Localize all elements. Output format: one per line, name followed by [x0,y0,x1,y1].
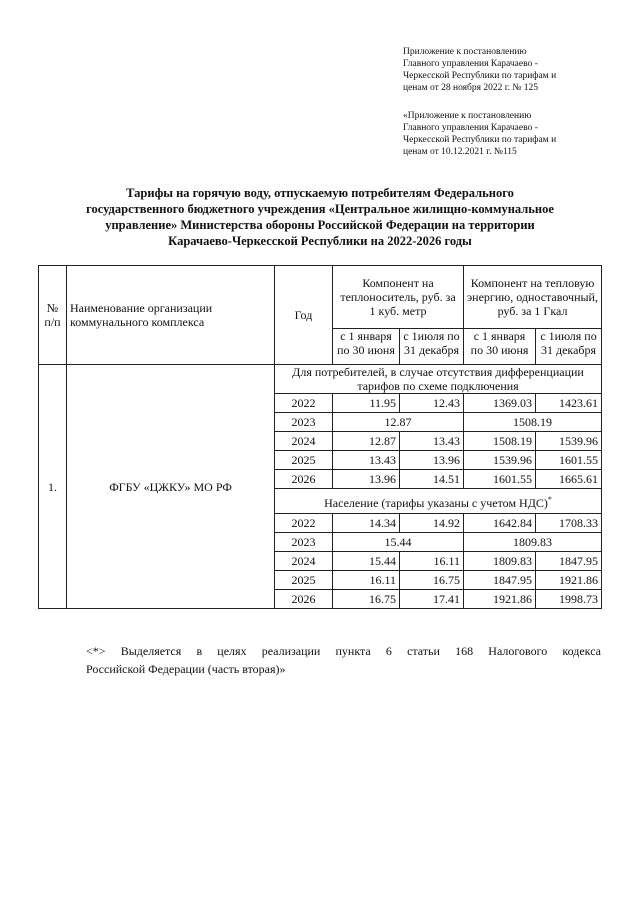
year-cell: 2023 [275,533,333,552]
row-number: 1. [39,365,67,609]
carrier-h1-cell: 16.75 [333,590,400,609]
year-cell: 2023 [275,413,333,432]
energy-h1-cell: 1921.86 [464,590,536,609]
carrier-h2-cell: 12.43 [400,394,464,413]
title-line: управление» Министерства обороны Российской Федерации на территории [105,218,535,232]
header-carrier-jan-jun: с 1 января по 30 июня [333,329,400,365]
carrier-h2-cell: 13.43 [400,432,464,451]
title-line: государственного бюджетного учреждения «Центральное жилищно-коммунальное [86,202,554,216]
appendix-line: Черкесской Республики по тарифам и [403,71,557,81]
header-energy-component: Компонент на тепловую энергию, одноставочный, руб. за 1 Гкал [464,266,602,329]
carrier-h1-cell: 13.43 [333,451,400,470]
document-title [40,185,600,249]
energy-h1-cell: 1369.03 [464,394,536,413]
energy-h2-cell: 1423.61 [536,394,602,413]
energy-h2-cell: 1708.33 [536,514,602,533]
carrier-h2-cell: 16.75 [400,571,464,590]
group-label-population-text: Население (тарифы указаны с учетом НДС) [324,495,548,510]
year-cell: 2026 [275,470,333,489]
carrier-h2-cell: 16.11 [400,552,464,571]
header-organization: Наименование организации коммунального комплекса [67,266,275,365]
energy-h2-cell: 1847.95 [536,552,602,571]
footnote-mark: * [547,494,552,504]
energy-h2-cell: 1539.96 [536,432,602,451]
appendix-header-current [403,46,603,94]
header-energy-jul-dec: с 1июля по 31 декабря [536,329,602,365]
header-carrier-component: Компонент на теплоноситель, руб. за 1 куб. метр [333,266,464,329]
carrier-h1-cell: 11.95 [333,394,400,413]
carrier-year-cell: 15.44 [333,533,464,552]
tariff-table [38,265,602,609]
appendix-line: ценам от 28 ноября 2022 г. № 125 [403,83,539,93]
year-cell: 2025 [275,451,333,470]
appendix-line: Главного управления Карачаево - [403,123,538,133]
footnote-line-1: <*> Выделяется в целях реализации пункта 6 статьи 168 Налогового кодекса [86,644,601,658]
carrier-h1-cell: 13.96 [333,470,400,489]
year-cell: 2026 [275,590,333,609]
energy-h2-cell: 1665.61 [536,470,602,489]
appendix-line: Черкесской Республики по тарифам и [403,135,557,145]
header-year: Год [275,266,333,365]
energy-h1-cell: 1508.19 [464,432,536,451]
year-cell: 2024 [275,432,333,451]
carrier-h2-cell: 14.51 [400,470,464,489]
appendix-line: Главного управления Карачаево - [403,59,538,69]
header-num: № п/п [39,266,67,365]
year-cell: 2025 [275,571,333,590]
appendix-header-previous [403,110,603,158]
energy-h1-cell: 1642.84 [464,514,536,533]
carrier-h1-cell: 14.34 [333,514,400,533]
group-label-consumers: Для потребителей, в случае отсутствия дифференциации тарифов по схеме подключения [275,365,602,394]
energy-h2-cell: 1601.55 [536,451,602,470]
appendix-line: «Приложение к постановлению [403,111,532,121]
appendix-line: Приложение к постановлению [403,47,527,57]
footnote-line-2: Российской Федерации (часть вторая)» [86,662,286,676]
carrier-h1-cell: 16.11 [333,571,400,590]
energy-h2-cell: 1998.73 [536,590,602,609]
energy-h1-cell: 1847.95 [464,571,536,590]
carrier-h1-cell: 15.44 [333,552,400,571]
year-cell: 2022 [275,394,333,413]
carrier-h2-cell: 17.41 [400,590,464,609]
organization-name: ФГБУ «ЦЖКУ» МО РФ [67,365,275,609]
header-carrier-jul-dec: с 1июля по 31 декабря [400,329,464,365]
year-cell: 2024 [275,552,333,571]
energy-h1-cell: 1539.96 [464,451,536,470]
carrier-h2-cell: 14.92 [400,514,464,533]
energy-year-cell: 1508.19 [464,413,602,432]
header-energy-jan-jun: с 1 января по 30 июня [464,329,536,365]
carrier-year-cell: 12.87 [333,413,464,432]
title-line: Тарифы на горячую воду, отпускаемую потребителям Федерального [126,186,514,200]
year-cell: 2022 [275,514,333,533]
appendix-line: ценам от 10.12.2021 г. №115 [403,147,517,157]
carrier-h1-cell: 12.87 [333,432,400,451]
group-label-population [275,489,602,514]
energy-h1-cell: 1809.83 [464,552,536,571]
energy-year-cell: 1809.83 [464,533,602,552]
title-line: Карачаево-Черкесской Республики на 2022-2026 годы [168,234,472,248]
carrier-h2-cell: 13.96 [400,451,464,470]
energy-h2-cell: 1921.86 [536,571,602,590]
footnote [86,642,601,678]
energy-h1-cell: 1601.55 [464,470,536,489]
